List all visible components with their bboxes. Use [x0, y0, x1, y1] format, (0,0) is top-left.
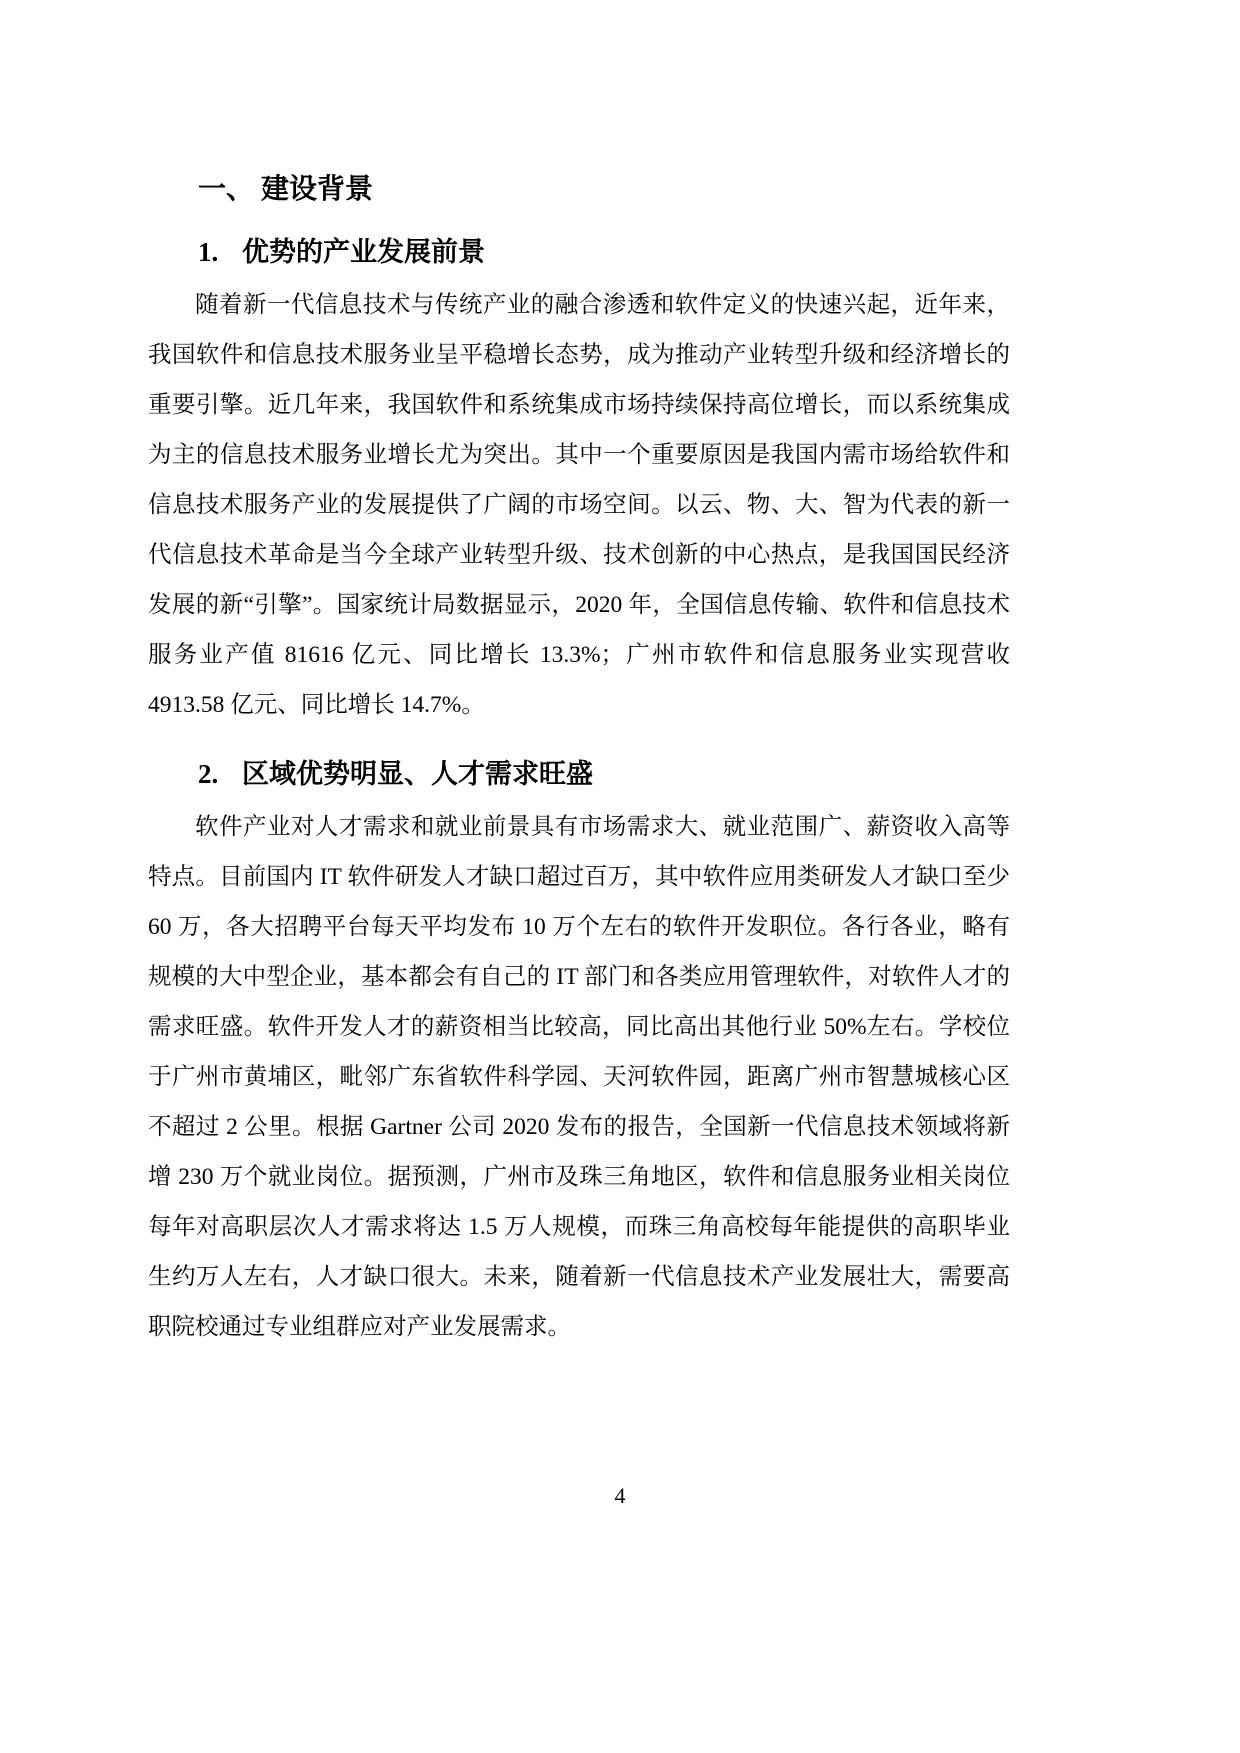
section-1-title-text: 优势的产业发展前景 [242, 237, 485, 267]
section-1-paragraph: 随着新一代信息技术与传统产业的融合渗透和软件定义的快速兴起，近年来，我国软件和信息技术服务业呈平稳增长态势，成为推动产业转型升级和经济增长的重要引擎。近几年来，我国软件和系统集成市场持续保持高位增长，而以系统集成为主的信息技术服务业增长尤为突出。其中一个重要原因是我国内需市场给软件和信息技术服务产业的发展提供了广阔的市场空间。以云、物、大、智为代表的新一代信息技术革命是当今全球产业转型升级、技术创新的中心热点，是我国国民经济发展的新“引擎”。国家统计局数据显示，2020 年，全国信息传输、软件和信息技术服务业产值 81616 亿元、同比增长 13.3%；广州市软件和信息服务业实现营收 4913.58 亿元、同比增长 14.7%。 [148, 292, 1010, 718]
section-2-paragraph: 软件产业对人才需求和就业前景具有市场需求大、就业范围广、薪资收入高等特点。目前国内 IT 软件研发人才缺口超过百万，其中软件应用类研发人才缺口至少 60 万，各大招聘平台每天平均发布 10 万个左右的软件开发职位。各行各业，略有规模的大中型企业，基本都会有自己的 IT 部门和各类应用管理软件，对软件人才的需求旺盛。软件开发人才的薪资相当比较高，同比高出其他行业 50%左右。学校位于广州市黄埔区，毗邻广东省软件科学园、天河软件园，距离广州市智慧城核心区不超过 2 公里。根据 Gartner 公司 2020 发布的报告，全国新一代信息技术领域将新增 230 万个就业岗位。据预测，广州市及珠三角地区，软件和信息服务业相关岗位每年对高职层次人才需求将达 1.5 万人规模，而珠三角高校每年能提供的高职毕业生约万人左右，人才缺口很大。未来，随着新一代信息技术产业发展壮大，需要高职院校通过专业组群应对产业发展需求。 [148, 814, 1010, 1340]
section-1-title [198, 234, 1010, 270]
page-number: 4 [614, 1483, 626, 1508]
document-heading: 一、 建设背景 [198, 174, 374, 205]
section-1-number: 1. [198, 237, 219, 267]
section-2-number: 2. [198, 759, 219, 789]
section-2-title [198, 756, 1010, 792]
section-2-title-text: 区域优势明显、人才需求旺盛 [242, 759, 593, 789]
